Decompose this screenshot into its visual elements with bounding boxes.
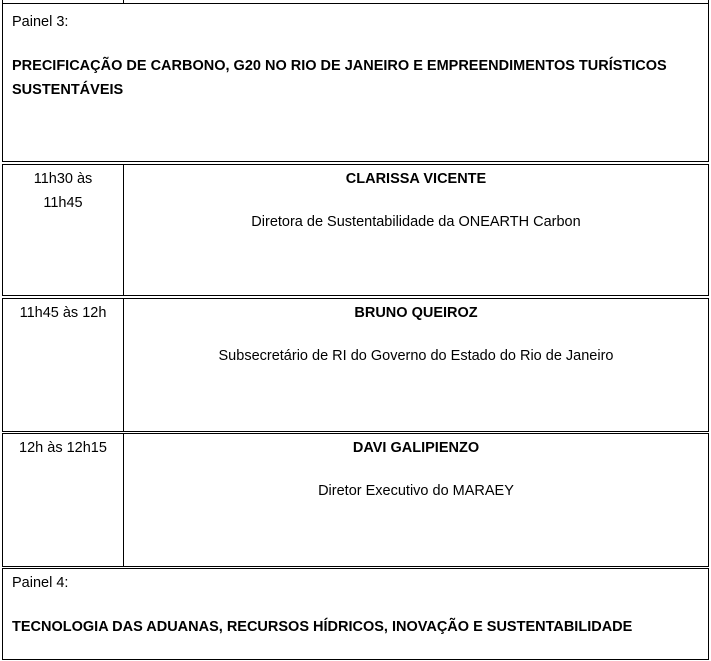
panel-3-title-line-2: SUSTENTÁVEIS xyxy=(12,82,124,98)
session-3-time-line-1: 12h às 12h15 xyxy=(19,440,107,456)
session-3-speaker-role: Diretor Executivo do MARAEY xyxy=(318,483,514,499)
panel-3-label: Painel 3: xyxy=(12,14,69,30)
session-2-speaker-cell xyxy=(123,298,709,432)
session-2-speaker-role: Subsecretário de RI do Governo do Estado do Rio de Janeiro xyxy=(218,348,614,364)
session-2-speaker-name: BRUNO QUEIROZ xyxy=(354,305,478,321)
session-1-speaker-name: CLARISSA VICENTE xyxy=(345,171,487,187)
session-3-time-cell xyxy=(2,433,124,567)
panel-4-title: TECNOLOGIA DAS ADUANAS, RECURSOS HÍDRICOS, INOVAÇÃO E SUSTENTABILIDADE xyxy=(12,619,633,635)
session-1-time-cell xyxy=(2,164,124,296)
panel-4-cell xyxy=(2,568,709,660)
session-1-speaker-role: Diretora de Sustentabilidade da ONEARTH Carbon xyxy=(251,214,581,230)
panel-4-label: Painel 4: xyxy=(12,575,69,591)
session-1-speaker-cell xyxy=(123,164,709,296)
session-3-speaker-cell xyxy=(123,433,709,567)
session-2-time-cell xyxy=(2,298,124,432)
session-2-time-line-1: 11h45 às 12h xyxy=(19,305,107,321)
panel-3-cell xyxy=(2,3,709,162)
schedule-table xyxy=(2,0,709,661)
session-1-time-line-1: 11h30 às xyxy=(33,171,93,187)
panel-3-title-line-1: PRECIFICAÇÃO DE CARBONO, G20 NO RIO DE JANEIRO E EMPREENDIMENTOS TURÍSTICOS xyxy=(12,58,667,74)
session-3-speaker-name: DAVI GALIPIENZO xyxy=(352,440,480,456)
session-1-time-line-2: 11h45 xyxy=(43,195,83,211)
